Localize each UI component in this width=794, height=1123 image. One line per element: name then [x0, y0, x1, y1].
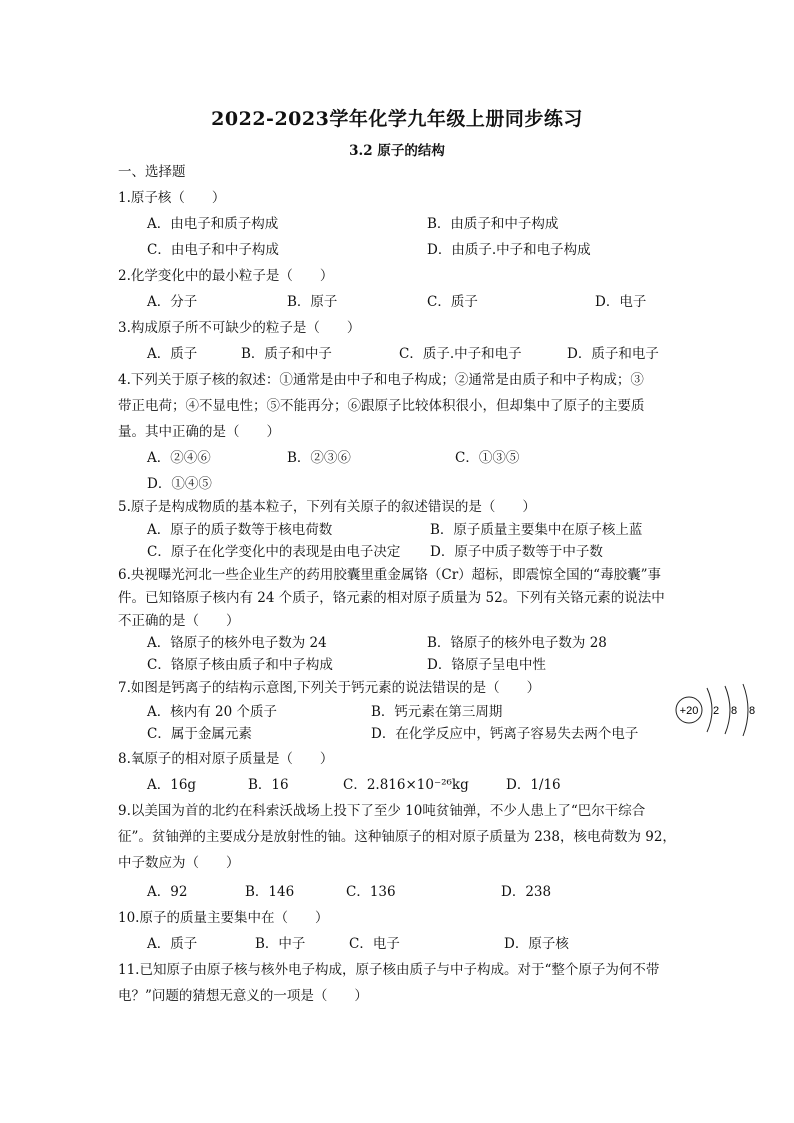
question-6-option-c[interactable]: C．铬原子核由质子和中子构成	[147, 657, 333, 673]
question-2-option-d[interactable]: D．电子	[595, 294, 647, 310]
question-4-stem-line-1: 4.下列关于原子核的叙述：①通常是由中子和电子构成；②通常是由质子和中子构成；③	[118, 372, 644, 388]
question-3-option-c[interactable]: C．质子.中子和电子	[399, 346, 522, 362]
question-6-option-d[interactable]: D．铬原子呈电中性	[427, 657, 546, 673]
question-9-stem-line-1: 9.以美国为首的北约在科索沃战场上投下了至少 10吨贫铀弹，不少人患上了“巴尔干综合	[118, 803, 646, 819]
question-8-option-c[interactable]: C．2.816×10⁻²⁶kg	[343, 777, 469, 793]
question-4-stem-line-3: 量。其中正确的是（ ）	[118, 424, 280, 440]
question-6-stem-line-1: 6.央视曝光河北一些企业生产的药用胶囊里重金属铬（Cr）超标，即震惊全国的“毒胶囊”事	[118, 567, 661, 583]
electron-shell-arc-1	[707, 688, 712, 732]
question-3-option-b[interactable]: B．质子和中子	[241, 346, 332, 362]
question-10-stem: 10.原子的质量主要集中在（ ）	[118, 910, 329, 926]
question-8-stem: 8.氧原子的相对原子质量是（ ）	[118, 751, 334, 767]
shell-2-electrons: 8	[730, 705, 738, 717]
question-8-option-a[interactable]: A．16g	[147, 777, 197, 793]
question-7-option-c[interactable]: C．属于金属元素	[147, 726, 252, 742]
question-4-option-b[interactable]: B．②③⑥	[287, 450, 351, 466]
question-5-option-d[interactable]: D．原子中质子数等于中子数	[430, 544, 603, 560]
question-9-stem-line-2: 征”。贫铀弹的主要成分是放射性的铀。这种铀原子的相对原子质量为 238，核电荷数为 92，	[118, 829, 676, 845]
question-2-stem: 2.化学变化中的最小粒子是（ ）	[118, 268, 334, 284]
question-5-option-a[interactable]: A．原子的质子数等于核电荷数	[147, 522, 333, 538]
question-9-option-a[interactable]: A．92	[147, 884, 188, 900]
question-9-stem-line-3: 中子数应为（ ）	[118, 855, 240, 871]
question-6-stem-line-2: 件。已知铬原子核内有 24 个质子，铬元素的相对原子质量为 52。下列有关铬元素的说法中	[118, 590, 665, 606]
question-6-option-b[interactable]: B．铬原子的核外电子数为 28	[427, 635, 607, 651]
question-6-option-a[interactable]: A．铬原子的核外电子数为 24	[147, 635, 327, 651]
question-11-stem-line-2: 电？”问题的猜想无意义的一项是（ ）	[118, 988, 368, 1004]
question-7-option-a[interactable]: A．核内有 20 个质子	[147, 704, 278, 720]
question-4-stem-line-2: 带正电荷；④不显电性；⑤不能再分；⑥跟原子比较体积很小，但却集中了原子的主要质	[118, 398, 645, 414]
question-10-option-d[interactable]: D．原子核	[504, 936, 569, 952]
question-2-option-b[interactable]: B．原子	[287, 294, 338, 310]
question-3-option-a[interactable]: A．质子	[147, 346, 198, 362]
question-11-stem-line-1: 11.已知原子由原子核与核外电子构成，原子核由质子与中子构成。对于“整个原子为何不带	[118, 962, 660, 978]
nucleus-charge: +20	[679, 705, 699, 717]
question-10-option-b[interactable]: B．中子	[255, 936, 306, 952]
question-2-option-c[interactable]: C．质子	[427, 294, 478, 310]
shell-3-electrons: 8	[748, 705, 756, 717]
question-4-option-a[interactable]: A．②④⑥	[147, 450, 211, 466]
electron-shell-arc-3	[743, 684, 748, 736]
question-5-option-c[interactable]: C．原子在化学变化中的表现是由电子决定	[147, 544, 401, 560]
question-4-option-d[interactable]: D．①④⑤	[147, 476, 212, 492]
question-6-stem-line-3: 不正确的是（ ）	[118, 613, 240, 629]
question-7-stem: 7.如图是钙离子的结构示意图,下列关于钙元素的说法错误的是（ ）	[118, 680, 541, 696]
question-5-option-b[interactable]: B．原子质量主要集中在原子核上蓝	[430, 522, 643, 538]
question-9-option-b[interactable]: B．146	[245, 884, 295, 900]
question-2-option-a[interactable]: A．分子	[147, 294, 198, 310]
section-subtitle: 3.2 原子的结构	[349, 143, 445, 159]
question-7-option-d[interactable]: D．在化学反应中，钙离子容易失去两个电子	[371, 726, 639, 742]
calcium-ion-structure-diagram	[673, 680, 763, 740]
question-1-option-a[interactable]: A．由电子和质子构成	[147, 216, 279, 232]
question-1-option-b[interactable]: B．由质子和中子构成	[427, 216, 559, 232]
electron-shell-arc-2	[725, 686, 730, 734]
question-8-option-d[interactable]: D．1/16	[506, 777, 561, 793]
page-title: 2022-2023学年化学九年级上册同步练习	[211, 108, 583, 130]
question-9-option-c[interactable]: C．136	[346, 884, 396, 900]
shell-1-electrons: 2	[712, 705, 720, 717]
question-7-option-b[interactable]: B．钙元素在第三周期	[371, 704, 503, 720]
question-5-stem: 5.原子是构成物质的基本粒子，下列有关原子的叙述错误的是（ ）	[118, 499, 536, 515]
question-1-stem: 1.原子核（ ）	[118, 190, 226, 206]
question-4-option-c[interactable]: C．①③⑤	[455, 450, 520, 466]
question-10-option-a[interactable]: A．质子	[147, 936, 198, 952]
question-3-option-d[interactable]: D．质子和电子	[567, 346, 659, 362]
question-1-option-c[interactable]: C．由电子和中子构成	[147, 242, 279, 258]
question-1-option-d[interactable]: D．由质子.中子和电子构成	[427, 242, 591, 258]
question-10-option-c[interactable]: C．电子	[349, 936, 400, 952]
question-9-option-d[interactable]: D．238	[501, 884, 552, 900]
section-heading: 一、选择题	[118, 164, 186, 180]
question-8-option-b[interactable]: B．16	[248, 777, 289, 793]
question-3-stem: 3.构成原子所不可缺少的粒子是（ ）	[118, 320, 361, 336]
